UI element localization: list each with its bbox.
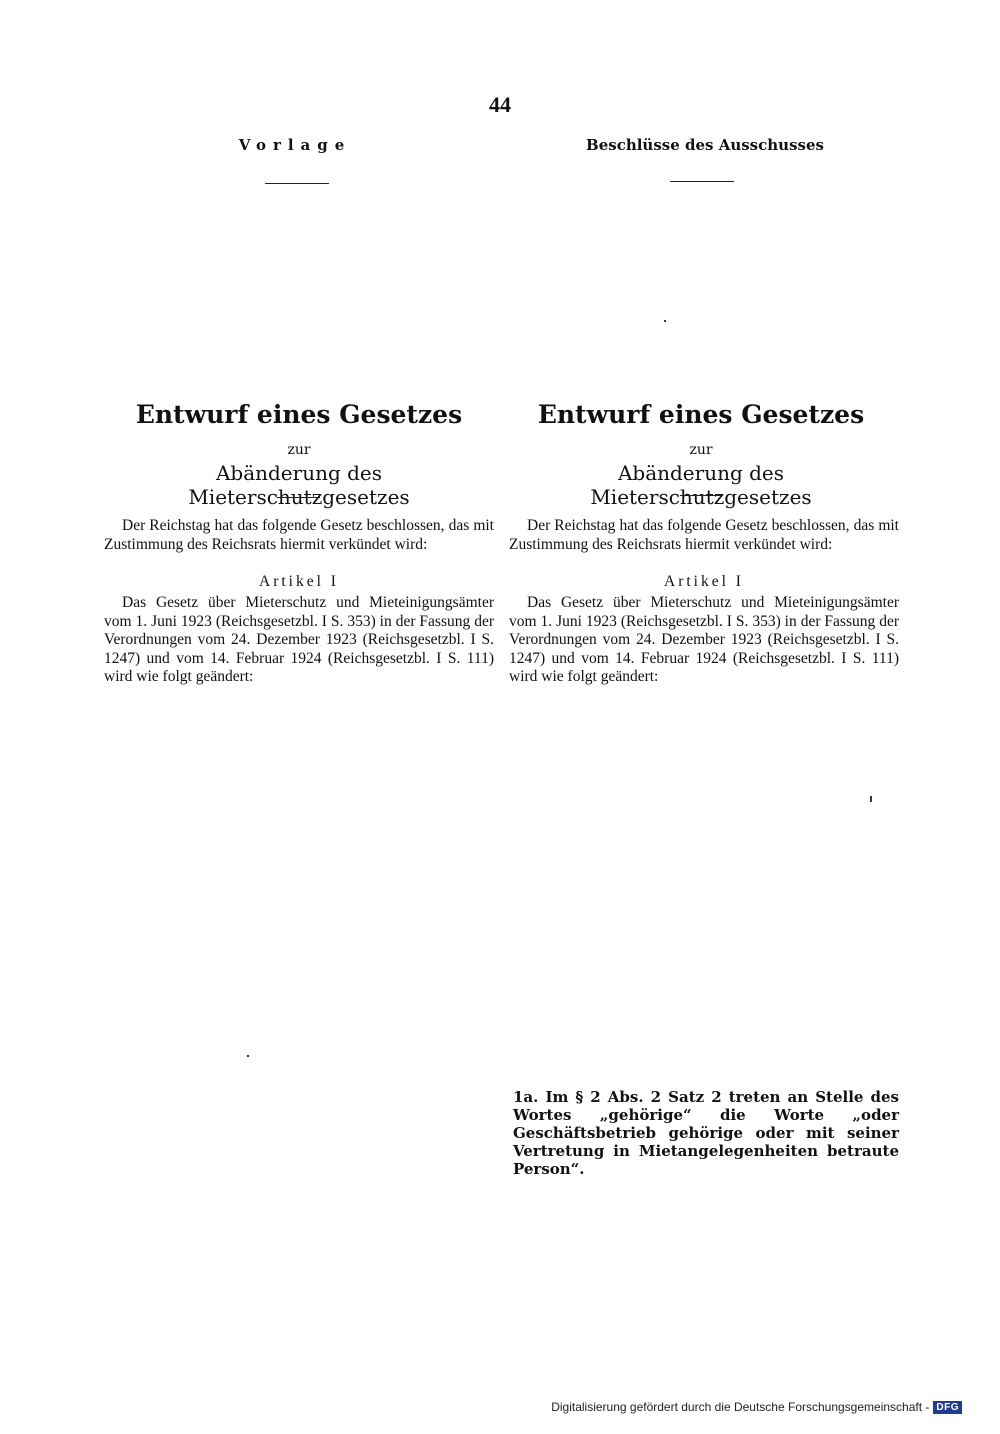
right-heading-rule <box>670 181 734 182</box>
right-artikel-body: Das Gesetz über Mieterschutz und Mieteinigungsämter vom 1. Juni 1923 (Reichsgesetzbl. I S. 353) in der Fassung der Verordnungen vom 24. Dezember 1923 (Reichsgesetzbl. I S. 1247) und vom 14. Februar 1924 (Reichsgesetzbl. I S. 111) wird wie folgt geändert: <box>509 594 899 685</box>
right-intro-paragraph: Der Reichstag hat das folgende Gesetz beschlossen, das mit Zustimmung des Reichsrats hiermit verkündet wird: <box>509 517 899 553</box>
right-title: Entwurf eines Gesetzes <box>537 400 865 429</box>
left-title-zur: zur <box>287 442 311 458</box>
scan-speck <box>870 796 872 802</box>
right-title-subtitle: Abänderung des Mieterschutzgesetzes <box>590 461 812 509</box>
right-title-rule <box>680 495 723 496</box>
left-artikel-heading: Artikel I <box>259 573 339 590</box>
page-number: 44 <box>489 92 511 117</box>
left-title: Entwurf eines Gesetzes <box>135 400 463 429</box>
left-column-heading: Vorlage <box>238 136 352 154</box>
right-artikel-heading: Artikel I <box>664 573 744 590</box>
footer-text: Digitalisierung gefördert durch die Deutsche Forschungsgemeinschaft - <box>551 1400 930 1414</box>
scan-speck <box>664 320 666 322</box>
right-title-zur: zur <box>689 442 713 458</box>
right-column-heading: Beschlüsse des Ausschusses <box>586 136 824 154</box>
dfg-logo: DFG <box>933 1401 962 1414</box>
left-title-rule <box>277 497 320 498</box>
amendment-paragraph: 1a. Im § 2 Abs. 2 Satz 2 treten an Stelle des Wortes „gehörige“ die Worte „oder Geschäftsbetrieb gehörige oder mit seiner Vertretung in Mietangelegenheiten betraute Person“. <box>513 1088 899 1178</box>
scan-speck <box>247 1055 249 1057</box>
left-intro-paragraph: Der Reichstag hat das folgende Gesetz beschlossen, das mit Zustimmung des Reichsrats hiermit verkündet wird: <box>104 517 494 553</box>
left-heading-rule <box>265 183 329 184</box>
left-artikel-body: Das Gesetz über Mieterschutz und Mieteinigungsämter vom 1. Juni 1923 (Reichsgesetzbl. I S. 353) in der Fassung der Verordnungen vom 24. Dezember 1923 (Reichsgesetzbl. I S. 1247) und vom 14. Februar 1924 (Reichsgesetzbl. I S. 111) wird wie folgt geändert: <box>104 594 494 685</box>
footer <box>551 1400 962 1414</box>
left-title-subtitle: Abänderung des Mieterschutzgesetzes <box>188 461 410 509</box>
